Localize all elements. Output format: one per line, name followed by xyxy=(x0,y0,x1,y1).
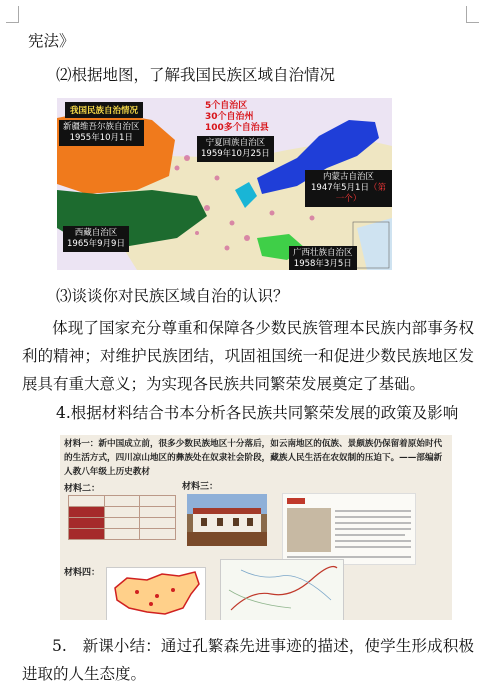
tibet-label xyxy=(63,226,129,252)
tibet-building-photo xyxy=(187,494,267,546)
xinjiang-label xyxy=(59,120,144,146)
region-date: 1955年10月1日 xyxy=(69,133,133,143)
railway-route-map xyxy=(220,559,344,620)
stat-regions: 5个自治区 xyxy=(205,101,248,111)
item-2-heading: ⑵根据地图，了解我国民族区域自治情况 xyxy=(56,66,336,84)
page-corner-mark-left xyxy=(6,6,19,23)
region-date: 1965年9月9日 xyxy=(67,239,125,249)
region-date: 1947年5月1日 xyxy=(311,183,369,193)
region-name: 新疆维吾尔族自治区 xyxy=(63,122,140,132)
item-5-text: 5. 新课小结：通过孔繁森先进事迹的描述，使学生形成积极进取的人生态度。 xyxy=(22,637,474,683)
item-5-paragraph xyxy=(22,632,474,688)
production-table xyxy=(68,495,176,540)
page-corner-mark-right xyxy=(466,6,479,23)
item-3-heading: ⑶谈谈你对民族区域自治的认识？ xyxy=(56,287,289,305)
book-header-mark xyxy=(287,498,305,504)
region-name: 宁夏回族自治区 xyxy=(205,138,266,148)
region-name: 广西壮族自治区 xyxy=(293,248,353,258)
materials-figure xyxy=(60,435,452,620)
region-note: （第一个） xyxy=(335,183,386,204)
inner-mongolia-label xyxy=(305,170,392,207)
material-4-label: 材料四： xyxy=(64,568,101,578)
map-stats xyxy=(205,101,269,134)
autonomy-map-figure xyxy=(57,98,392,270)
book-photo xyxy=(287,508,331,552)
item-4-heading: 4.根据材料结合书本分析各民族共同繁荣发展的政策及影响 xyxy=(56,404,459,422)
answer-paragraph xyxy=(22,314,474,398)
stat-prefectures: 30个自治州 xyxy=(205,112,254,122)
textbook-page-excerpt xyxy=(282,493,416,565)
top-line-text: 宪法》 xyxy=(28,32,75,50)
china-outline-map xyxy=(106,567,206,620)
stat-counties: 100多个自治县 xyxy=(205,123,269,133)
material-2-label: 材料二： xyxy=(64,484,101,494)
material-1-text: 材料一：新中国成立前，很多少数民族地区十分落后，如云南地区的佤族、景颇族仍保留着原始时代的生活方式，四川凉山地区的彝族处在奴隶社会阶段，藏族人民生活在农奴制的压迫下。——部编新人教八年级上历史教材 xyxy=(64,439,443,477)
region-name: 西藏自治区 xyxy=(74,228,118,238)
region-name: 内蒙古自治区 xyxy=(322,172,374,182)
material-3-label: 材料三： xyxy=(182,482,219,492)
map-title: 我国民族自治情况 xyxy=(65,102,143,118)
answer-text: 体现了国家充分尊重和保障各少数民族管理本民族内部事务权利的精神；对维护民族团结，巩固祖国统一和促进少数民族地区发展具有重大意义；为实现各民族共同繁荣发展奠定了基础。 xyxy=(22,319,474,393)
region-date: 1958年3月5日 xyxy=(293,259,352,269)
ningxia-label xyxy=(197,136,274,162)
guangxi-label xyxy=(289,246,357,270)
region-date: 1959年10月25日 xyxy=(201,149,270,159)
region-date-line xyxy=(309,183,388,205)
